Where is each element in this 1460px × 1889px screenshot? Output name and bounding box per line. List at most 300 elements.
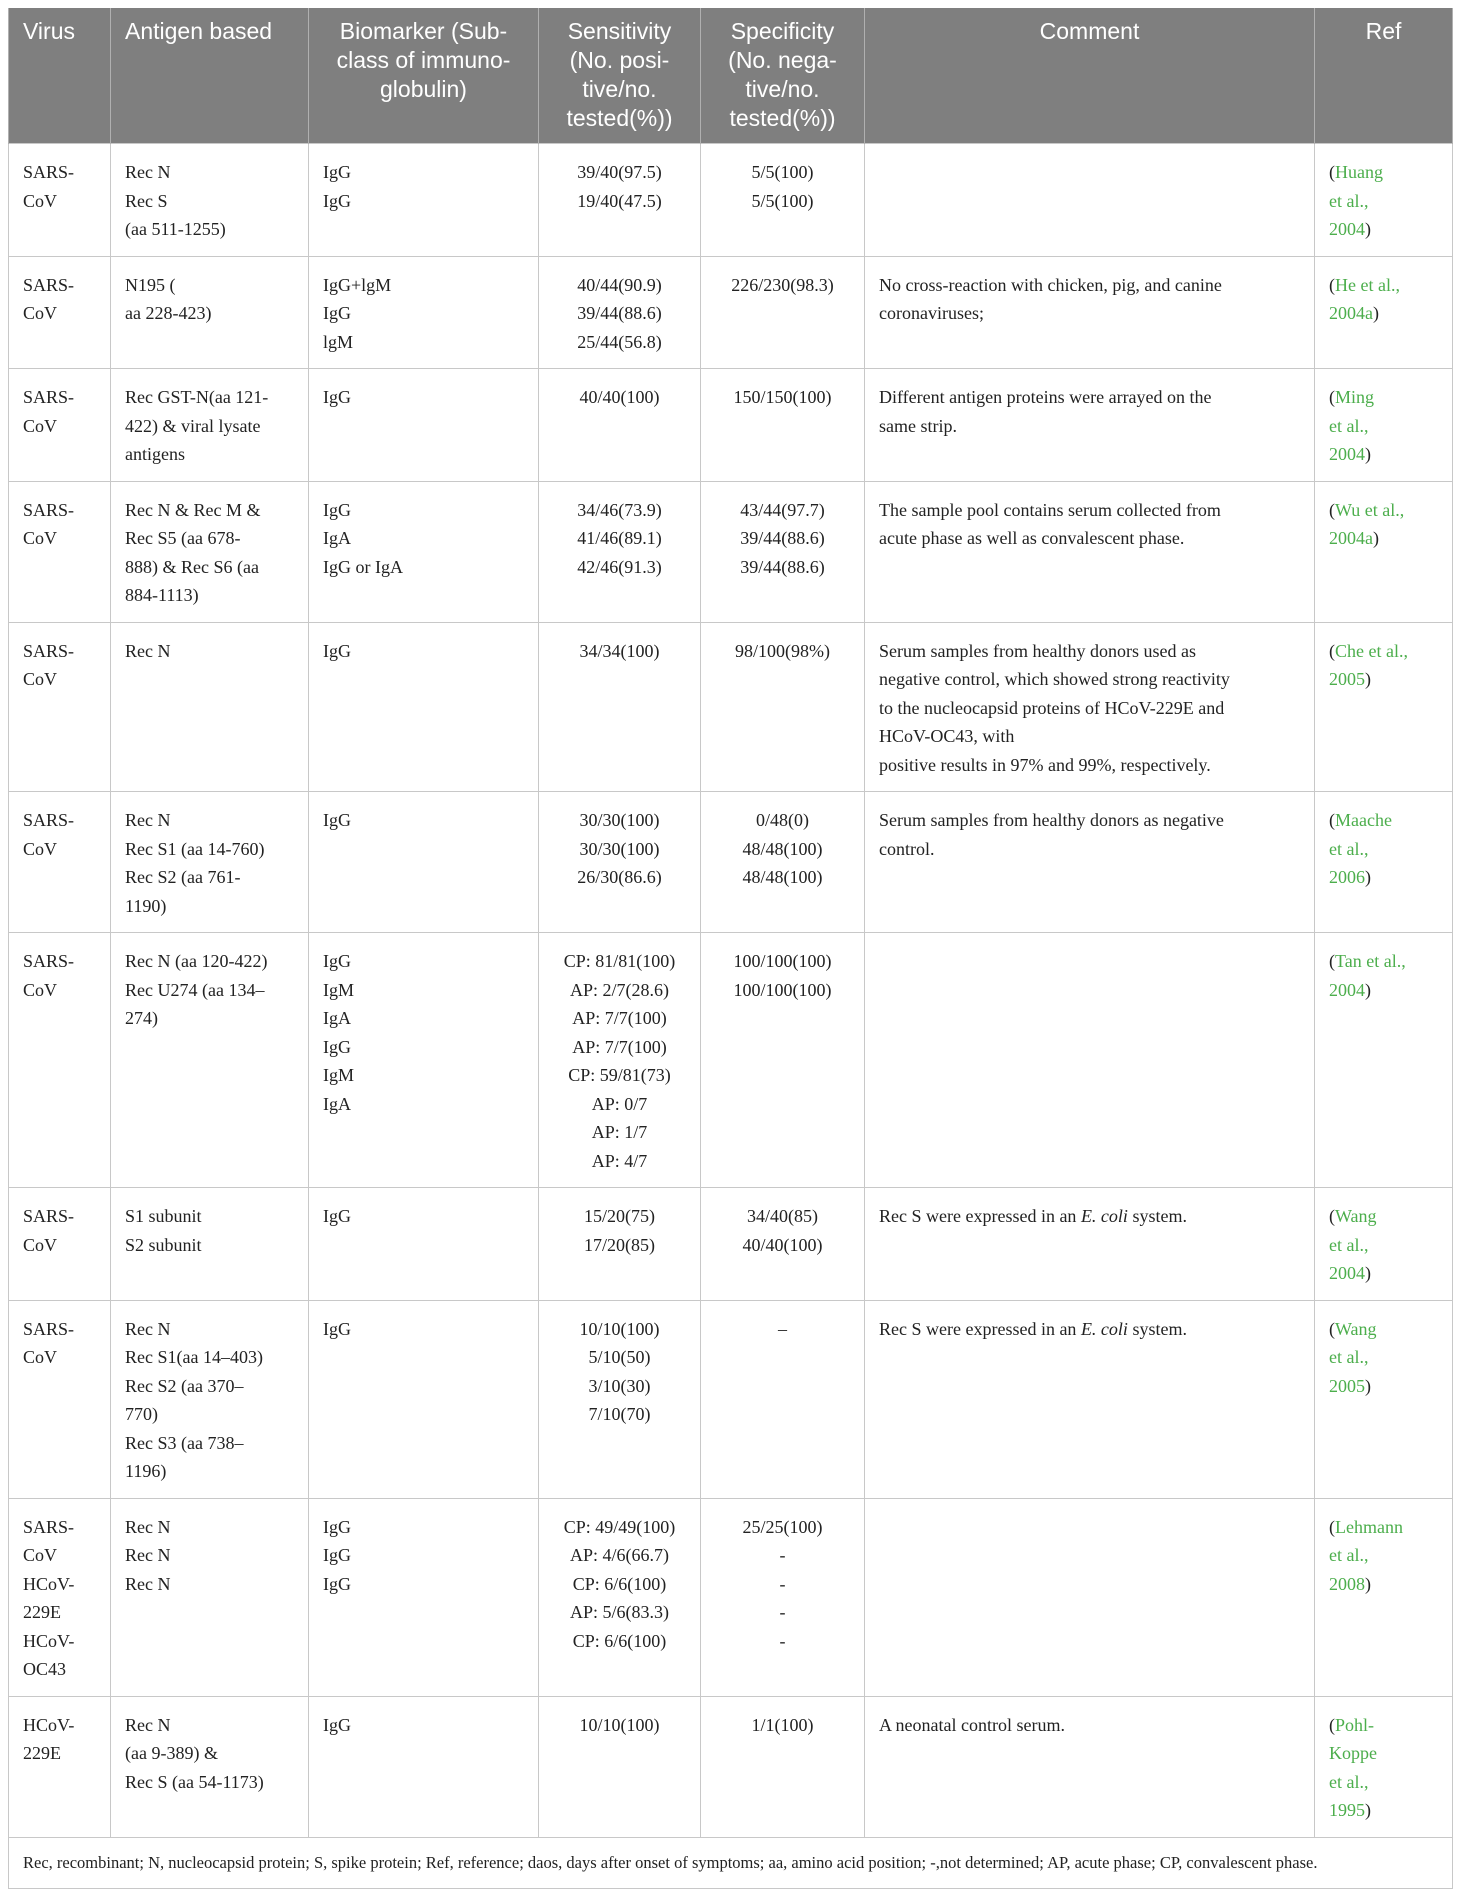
comment-line: Serum samples from healthy donors as negative [879,810,1224,830]
sensitivity-line: 19/40(47.5) [577,190,662,211]
cell-ref [1315,1696,1453,1837]
biomarker-line: IgM [323,979,354,1000]
cell-specificity [701,1300,865,1498]
antigen-line: Rec N [125,640,171,661]
reference-link[interactable]: et al., [1329,415,1369,436]
antigen-line: antigens [125,444,185,464]
reference-link[interactable]: 2005 [1329,1375,1365,1396]
comment-line: The sample pool contains serum collected from [879,499,1221,520]
biomarker-line: IgG [323,1714,351,1735]
cell-biomarker [309,256,539,369]
biomarker-line: IgG [323,1573,351,1594]
cell-comment [865,933,1315,1188]
biomarker-line: IgG [323,499,351,520]
antigen-line: Rec S1 (aa 14-760) [125,838,265,859]
table-row [9,256,1453,369]
cell-virus [9,1188,111,1301]
header-biomarker: Biomarker (Sub-class of immuno-globulin) [309,8,539,144]
reference-link[interactable]: et al., [1329,1234,1369,1255]
comment-line: Different antigen proteins were arrayed on the [879,387,1212,407]
reference-link-line[interactable] [1329,947,1442,976]
table-row [9,481,1453,622]
reference-link-line[interactable] [1329,271,1442,300]
reference-link-line[interactable] [1329,1315,1442,1344]
cell-antigen [111,256,309,369]
comment-line: Serum samples from healthy donors used as [879,640,1196,661]
reference-link-line[interactable] [1329,496,1442,525]
virus-line: OC43 [23,1659,67,1679]
virus-line: CoV [23,190,58,211]
reference-link-line[interactable] [1329,187,1442,216]
antigen-line: S2 subunit [125,1234,202,1255]
reference-link[interactable]: 2004 [1329,444,1365,464]
reference-link-line[interactable] [1329,158,1442,187]
biomarker-line: IgG [323,387,351,407]
sensitivity-line: CP: 6/6(100) [572,1630,667,1651]
virus-line: SARS- [23,274,75,295]
virus-line: SARS- [23,951,75,971]
table-row [9,1188,1453,1301]
reference-link-line[interactable] [1329,1711,1442,1740]
cell-comment [865,1188,1315,1301]
virus-line: SARS- [23,162,75,182]
sensitivity-line: 15/20(75) [584,1206,655,1226]
biomarker-line: IgA [323,1008,351,1028]
cell-virus [9,481,111,622]
cell-biomarker [309,1300,539,1498]
antigen-line: Rec N (aa 120-422) [125,951,268,971]
reference-link-line[interactable] [1329,1372,1442,1401]
comment-line: same strip. [879,415,957,436]
virus-line: CoV [23,1347,58,1367]
biomarker-line: IgG [323,303,351,323]
ref-open-paren: ( [1329,640,1335,661]
cell-antigen [111,1188,309,1301]
cell-comment [865,1300,1315,1498]
table-row [9,933,1453,1188]
cell-antigen [111,622,309,792]
antigen-line: Rec N & Rec M & [125,499,261,520]
reference-link-line[interactable] [1329,665,1442,694]
virus-line: SARS- [23,810,75,830]
antigen-line: 1196) [125,1461,167,1481]
cell-virus [9,144,111,257]
reference-link[interactable]: et al., [1329,1347,1369,1367]
sensitivity-line: CP: 49/49(100) [563,1516,676,1537]
sensitivity-line: AP: 7/7(100) [572,1008,667,1028]
reference-link-line[interactable] [1329,383,1442,412]
reference-link[interactable]: 2004 [1329,1263,1365,1283]
reference-link-line[interactable] [1329,412,1442,441]
biomarker-line: IgA [323,528,351,548]
antigen-line: (aa 511-1255) [125,219,226,239]
specificity-line: 100/100(100) [733,979,832,1000]
cell-comment [865,622,1315,792]
sensitivity-line: 10/10(100) [579,1318,660,1339]
table-body [9,144,1453,1838]
cell-virus [9,1300,111,1498]
reference-link-line[interactable] [1329,863,1442,892]
reference-link[interactable]: 2005 [1329,669,1365,689]
reference-link[interactable]: Koppe [1329,1743,1377,1763]
sensitivity-line: 34/34(100) [579,640,660,661]
specificity-line: 100/100(100) [733,951,832,971]
cell-comment [865,792,1315,933]
virus-line: HCoV- [23,1573,75,1594]
ref-close-paren: ) [1365,669,1371,689]
sensitivity-line: 25/44(56.8) [577,331,662,352]
antigen-table [8,8,1453,1889]
table-row [9,1696,1453,1837]
sensitivity-line: 39/44(88.6) [577,303,662,323]
cell-ref [1315,481,1453,622]
antigen-line: Rec U274 (aa 134– [125,979,265,1000]
antigen-line: Rec N [125,1516,171,1537]
cell-sensitivity [539,622,701,792]
specificity-line: 43/44(97.7) [740,499,825,520]
reference-link[interactable]: 2004a [1329,528,1373,548]
sensitivity-line: AP: 1/7 [591,1122,648,1142]
sensitivity-line: CP: 81/81(100) [563,951,676,971]
reference-link[interactable]: Wu et al., [1335,499,1405,520]
virus-line: SARS- [23,1516,75,1537]
comment-line: A neonatal control serum. [879,1714,1065,1735]
biomarker-line: IgA [323,1093,351,1114]
virus-line: SARS- [23,1318,75,1339]
sensitivity-line: 41/46(89.1) [577,528,662,548]
reference-link-line[interactable] [1329,1768,1442,1797]
specificity-line: - [779,1602,786,1622]
biomarker-line: IgM [323,1065,354,1085]
reference-link[interactable]: Che et al., [1335,640,1408,661]
reference-link[interactable]: Tan et al., [1335,951,1406,971]
cell-comment [865,1498,1315,1696]
reference-link[interactable]: et al., [1329,1545,1369,1565]
ref-close-paren: ) [1365,979,1371,1000]
cell-virus [9,1696,111,1837]
ref-open-paren: ( [1329,499,1335,520]
virus-line: HCoV- [23,1714,75,1735]
sensitivity-line: 26/30(86.6) [577,867,662,887]
cell-antigen [111,369,309,482]
specificity-line: - [779,1545,786,1565]
ref-open-paren: ( [1329,1516,1335,1537]
comment-text: system. [1127,1318,1187,1339]
sensitivity-line: 17/20(85) [584,1234,655,1255]
specificity-line: 40/40(100) [742,1234,823,1255]
cell-comment [865,481,1315,622]
specificity-line: 34/40(85) [747,1206,818,1226]
virus-line: SARS- [23,1206,75,1226]
cell-antigen [111,1300,309,1498]
ref-close-paren: ) [1365,867,1371,887]
specificity-line: 5/5(100) [751,190,814,211]
footnote: Rec, recombinant; N, nucleocapsid protein; S, spike protein; Ref, reference; daos, days after onset of symptoms; aa, amino acid position; -,not determined; AP, acute phase; CP, convalescent phase. [9,1837,1453,1888]
cell-comment [865,144,1315,257]
cell-biomarker [309,933,539,1188]
reference-link[interactable]: He et al., [1335,274,1400,295]
cell-biomarker [309,622,539,792]
reference-link-line[interactable] [1329,1259,1442,1288]
comment-line: No cross-reaction with chicken, pig, and canine [879,274,1222,295]
antigen-line: S1 subunit [125,1206,202,1226]
reference-link-line[interactable] [1329,1796,1442,1825]
specificity-line: 39/44(88.6) [740,556,825,577]
table-row [9,1300,1453,1498]
comment-line: HCoV-OC43, with [879,726,1015,746]
ref-open-paren: ( [1329,1206,1335,1226]
cell-biomarker [309,1498,539,1696]
cell-ref [1315,933,1453,1188]
sensitivity-line: 40/44(90.9) [577,274,662,295]
reference-link[interactable]: Huang [1335,162,1383,182]
reference-link-line[interactable] [1329,1513,1442,1542]
reference-link-line[interactable] [1329,299,1442,328]
reference-link-line[interactable] [1329,637,1442,666]
specificity-line: 1/1(100) [751,1714,814,1735]
sensitivity-line: 10/10(100) [579,1714,660,1735]
ref-close-paren: ) [1365,1573,1371,1594]
antigen-line: 770) [125,1404,158,1424]
antigen-line: 1190) [125,895,167,916]
reference-link-line[interactable] [1329,440,1442,469]
antigen-line: (aa 9-389) & [125,1743,218,1763]
table-row [9,1498,1453,1696]
table-row [9,792,1453,933]
comment-line: negative control, which showed strong reactivity [879,669,1230,689]
cell-antigen [111,933,309,1188]
antigen-line: Rec N [125,1714,171,1735]
reference-link-line[interactable] [1329,215,1442,244]
virus-line: CoV [23,838,58,859]
cell-specificity [701,481,865,622]
reference-link-line[interactable] [1329,1739,1442,1768]
table-container [8,8,1452,1889]
sensitivity-line: 39/40(97.5) [577,162,662,182]
reference-link[interactable]: 2004 [1329,219,1365,239]
ref-close-paren: ) [1365,444,1371,464]
reference-link[interactable]: Maache [1335,810,1392,830]
biomarker-line: IgG [323,810,351,830]
antigen-line: Rec GST-N(aa 121- [125,387,269,407]
cell-ref [1315,144,1453,257]
cell-specificity [701,144,865,257]
reference-link[interactable]: et al., [1329,1771,1369,1792]
reference-link-line[interactable] [1329,1541,1442,1570]
cell-ref [1315,1188,1453,1301]
cell-antigen [111,481,309,622]
specificity-line: 226/230(98.3) [731,274,834,295]
antigen-line: 888) & Rec S6 (aa [125,556,259,577]
cell-virus [9,933,111,1188]
antigen-line: Rec S [125,190,168,211]
reference-link[interactable]: 2006 [1329,867,1365,887]
table-row [9,144,1453,257]
ref-open-paren: ( [1329,274,1335,295]
cell-specificity [701,1188,865,1301]
ref-close-paren: ) [1365,219,1371,239]
reference-link-line[interactable] [1329,1343,1442,1372]
cell-virus [9,792,111,933]
footnote-row [9,1837,1453,1888]
specificity-line: 48/48(100) [742,867,823,887]
virus-line: SARS- [23,387,75,407]
specificity-line: – [778,1318,787,1339]
antigen-line: Rec S (aa 54-1173) [125,1771,264,1792]
ref-open-paren: ( [1329,1714,1335,1735]
reference-link-line[interactable] [1329,1202,1442,1231]
virus-line: CoV [23,528,58,548]
header-virus: Virus [9,8,111,144]
sensitivity-line: AP: 2/7(28.6) [570,979,669,1000]
cell-virus [9,256,111,369]
specificity-line: 0/48(0) [756,810,809,830]
sensitivity-line: 30/30(100) [579,810,660,830]
reference-link-line[interactable] [1329,524,1442,553]
virus-line: 229E [23,1743,61,1763]
reference-link[interactable]: Lehmann [1335,1516,1403,1537]
cell-specificity [701,622,865,792]
biomarker-line: lgM [323,331,354,352]
cell-virus [9,369,111,482]
species-name: E. coli [1080,1206,1128,1226]
biomarker-line: IgG [323,951,351,971]
header-specificity: Specificity (No. nega-tive/no. tested(%)) [701,8,865,144]
reference-link[interactable]: 2004 [1329,979,1365,1000]
ref-open-paren: ( [1329,162,1335,182]
sensitivity-line: AP: 4/7 [591,1150,648,1171]
biomarker-line: IgG+lgM [323,274,392,295]
sensitivity-line: AP: 4/6(66.7) [570,1545,669,1565]
virus-line: SARS- [23,499,75,520]
reference-link[interactable]: 2004a [1329,303,1373,323]
antigen-line: N195 ( [125,274,176,295]
sensitivity-line: 3/10(30) [588,1375,651,1396]
cell-sensitivity [539,933,701,1188]
reference-link-line[interactable] [1329,835,1442,864]
table-row [9,622,1453,792]
reference-link[interactable]: et al., [1329,190,1369,211]
header-sensitivity: Sensitivity (No. posi-tive/no. tested(%)) [539,8,701,144]
cell-ref [1315,1300,1453,1498]
cell-specificity [701,1696,865,1837]
sensitivity-line: 42/46(91.3) [577,556,662,577]
reference-link[interactable]: Pohl- [1335,1714,1375,1735]
reference-link-line[interactable] [1329,976,1442,1005]
ref-open-paren: ( [1329,1318,1335,1339]
specificity-line: 150/150(100) [733,387,832,407]
reference-link[interactable]: et al., [1329,838,1369,859]
sensitivity-line: 34/46(73.9) [577,499,662,520]
cell-biomarker [309,481,539,622]
virus-line: CoV [23,979,58,1000]
sensitivity-line: AP: 5/6(83.3) [570,1602,669,1622]
cell-antigen [111,1498,309,1696]
cell-sensitivity [539,1696,701,1837]
specificity-line: 5/5(100) [751,162,814,182]
specificity-line: - [779,1630,786,1651]
reference-link-line[interactable] [1329,1570,1442,1599]
specificity-line: 98/100(98%) [735,640,830,661]
cell-ref [1315,792,1453,933]
cell-biomarker [309,144,539,257]
sensitivity-line: AP: 0/7 [591,1093,648,1114]
cell-ref [1315,1498,1453,1696]
cell-biomarker [309,1188,539,1301]
specificity-line: 39/44(88.6) [740,528,825,548]
cell-ref [1315,622,1453,792]
antigen-line: Rec N [125,1318,171,1339]
ref-close-paren: ) [1373,528,1379,548]
antigen-line: Rec S1(aa 14–403) [125,1347,263,1367]
cell-biomarker [309,369,539,482]
biomarker-line: IgG [323,1516,351,1537]
cell-virus [9,1498,111,1696]
cell-antigen [111,792,309,933]
virus-line: CoV [23,303,58,323]
comment-line: acute phase as well as convalescent phase. [879,528,1185,548]
ref-close-paren: ) [1365,1375,1371,1396]
reference-link[interactable]: 2008 [1329,1573,1365,1594]
cell-antigen [111,144,309,257]
header-comment: Comment [865,8,1315,144]
comment-text: Rec S were expressed in an [879,1206,1081,1226]
comment-line: coronaviruses; [879,303,984,323]
reference-link[interactable]: Wang [1335,1206,1377,1226]
cell-ref [1315,369,1453,482]
cell-virus [9,622,111,792]
biomarker-line: IgG [323,1545,351,1565]
virus-line: CoV [23,1234,58,1255]
reference-link[interactable]: 1995 [1329,1800,1365,1820]
virus-line: 229E [23,1602,61,1622]
sensitivity-line: AP: 7/7(100) [572,1036,667,1057]
ref-open-paren: ( [1329,387,1335,407]
comment-line: control. [879,838,935,859]
antigen-line: Rec N [125,810,171,830]
virus-line: CoV [23,1545,58,1565]
virus-line: HCoV- [23,1630,75,1651]
reference-link[interactable]: Ming [1335,387,1375,407]
reference-link-line[interactable] [1329,806,1442,835]
sensitivity-line: 7/10(70) [588,1404,651,1424]
ref-close-paren: ) [1373,303,1379,323]
antigen-line: Rec N [125,1573,171,1594]
virus-line: SARS- [23,640,75,661]
cell-comment [865,256,1315,369]
header-antigen: Antigen based [111,8,309,144]
specificity-line: 25/25(100) [742,1516,823,1537]
ref-close-paren: ) [1365,1800,1371,1820]
header-row [9,8,1453,144]
sensitivity-line: 5/10(50) [588,1347,651,1367]
biomarker-line: IgG [323,1036,351,1057]
sensitivity-line: 30/30(100) [579,838,660,859]
biomarker-line: IgG [323,1206,351,1226]
reference-link[interactable]: Wang [1335,1318,1377,1339]
cell-sensitivity [539,144,701,257]
ref-close-paren: ) [1365,1263,1371,1283]
comment-line: positive results in 97% and 99%, respectively. [879,754,1211,775]
cell-specificity [701,792,865,933]
cell-ref [1315,256,1453,369]
biomarker-line: IgG [323,190,351,211]
antigen-line: aa 228-423) [125,303,212,323]
cell-sensitivity [539,481,701,622]
reference-link-line[interactable] [1329,1231,1442,1260]
biomarker-line: IgG [323,1318,351,1339]
cell-specificity [701,256,865,369]
